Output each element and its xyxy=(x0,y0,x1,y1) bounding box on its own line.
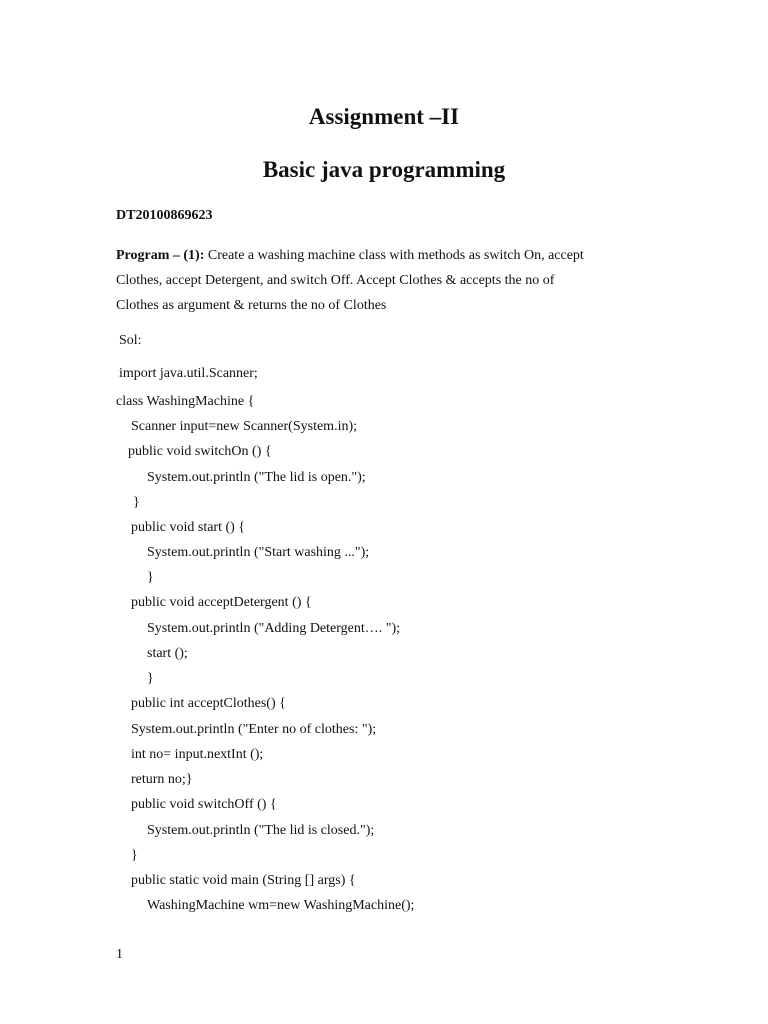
program-description xyxy=(116,243,656,318)
code-line: return no;} xyxy=(131,772,193,787)
program-text: Create a washing machine class with methods as switch On, accept xyxy=(204,248,584,263)
code-line: public void acceptDetergent () { xyxy=(131,595,312,610)
code-line: public int acceptClothes() { xyxy=(131,696,286,711)
code-line: int no= input.nextInt (); xyxy=(131,747,264,762)
code-line: System.out.println ("Adding Detergent…. "); xyxy=(147,621,401,636)
code-line: System.out.println ("Start washing ..."); xyxy=(147,545,370,560)
code-line: } xyxy=(147,570,154,585)
document-title: Assignment –II xyxy=(308,104,460,129)
code-line: import java.util.Scanner; xyxy=(119,366,258,381)
code-line: } xyxy=(131,848,138,863)
code-line: } xyxy=(147,671,154,686)
program-label: Program – (1): xyxy=(116,248,205,263)
program-line xyxy=(116,243,656,268)
program-line: Clothes as argument & returns the no of Clothes xyxy=(116,298,387,313)
document-id: DT20100869623 xyxy=(116,208,213,223)
code-line: WashingMachine wm=new WashingMachine(); xyxy=(147,898,415,913)
code-line: System.out.println ("The lid is closed."); xyxy=(147,823,375,838)
document-subtitle: Basic java programming xyxy=(262,157,506,182)
code-line: public void start () { xyxy=(131,520,246,535)
code-line: System.out.println ("The lid is open."); xyxy=(147,470,366,485)
code-line: public static void main (String [] args) { xyxy=(131,873,356,888)
code-line: } xyxy=(133,495,140,510)
code-line: Scanner input=new Scanner(System.in); xyxy=(131,419,358,434)
program-line: Clothes, accept Detergent, and switch Off. Accept Clothes & accepts the no of xyxy=(116,273,555,288)
code-line: System.out.println ("Enter no of clothes: "); xyxy=(131,722,377,737)
solution-label: Sol: xyxy=(119,333,142,348)
code-line: start (); xyxy=(147,646,188,661)
page-number: 1 xyxy=(116,947,123,962)
code-line: public void switchOff () { xyxy=(131,797,277,812)
code-line: class WashingMachine { xyxy=(116,394,255,409)
code-line: public void switchOn () { xyxy=(128,444,272,459)
